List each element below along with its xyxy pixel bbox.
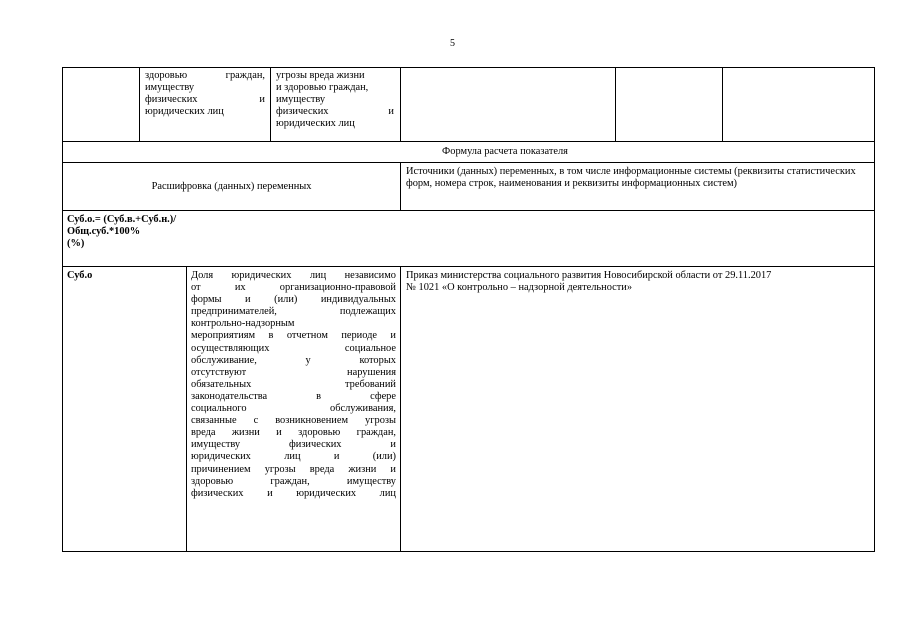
text-line: социального обслуживания, [191,403,396,415]
formula-text [67,214,267,250]
formula-header: Формула расчета показателя [442,146,568,157]
sources-header: Источники (данных) переменных, в том числе информационные системы (реквизиты статистических форм, номера строк, наименования и реквизиты информационных систем) [406,166,856,190]
rule [62,210,875,211]
text-line: причинением угрозы вреда жизни и [191,463,396,475]
rule [400,162,401,211]
variable-description [191,270,396,500]
text-line: от их организационно-правовой [191,282,396,294]
variable-name: Суб.о [67,270,93,281]
text-line: Приказ министерства социального развития Новосибирской области от 29.11.2017 [406,270,772,281]
rule [615,67,616,142]
rule [874,67,875,552]
text-line: здоровью граждан, имуществу [191,475,396,487]
rule [62,141,875,142]
text-line: Доля юридических лиц независимо [191,270,396,281]
text-line: законодательства в сфере [191,390,396,402]
text-line: контрольно-надзорным [191,318,295,330]
variable-source [406,270,871,294]
rule [270,67,271,142]
variables-header: Расшифровка (данных) переменных [151,181,312,192]
text-line: № 1021 «О контрольно – надзорной деятельности» [406,282,633,294]
text-line: и здоровью граждан, [276,82,369,94]
text-line: отсутствуют нарушения [191,366,396,378]
text-line: имуществу физических и [191,439,396,451]
text-line: осуществляющих социальное [191,342,396,354]
text-line: (%) [67,238,85,250]
text-line: юридических лиц и (или) [191,451,396,463]
top-row-col2-text [145,70,265,118]
rule [62,67,875,68]
rule [400,67,401,142]
rule [62,162,875,163]
rule [62,67,63,552]
text-line: обязательных требований [191,378,396,390]
text-line: физических и [145,94,265,106]
text-line: формы и (или) индивидуальных [191,294,396,306]
text-line: связанные с возникновением угрозы [191,415,396,427]
rule [722,67,723,142]
text-line: имуществу [276,94,326,106]
rule [400,266,401,552]
rule [186,266,187,552]
text-line: угрозы вреда жизни [276,70,365,81]
text-line: юридических лиц [276,118,355,130]
rule [62,266,875,267]
text-line: имуществу [145,82,195,94]
text-line: Общ.суб.*100% [67,226,141,238]
text-line: здоровью граждан, [145,70,265,81]
text-line: мероприятиям в отчетном периоде и [191,330,396,342]
text-line: физических и [276,106,394,118]
text-line: физических и юридических лиц [191,487,396,499]
text-line: предпринимателей, подлежащих [191,306,396,318]
text-line: вреда жизни и здоровью граждан, [191,427,396,439]
text-line: Суб.о.= (Суб.в.+Суб.н.)/ [67,214,177,225]
page-number: 5 [450,38,455,49]
text-line: юридических лиц [145,106,224,118]
top-row-col3-text [276,70,394,130]
rule [62,551,875,552]
text-line: обслуживание, у которых [191,354,396,366]
rule [139,67,140,142]
